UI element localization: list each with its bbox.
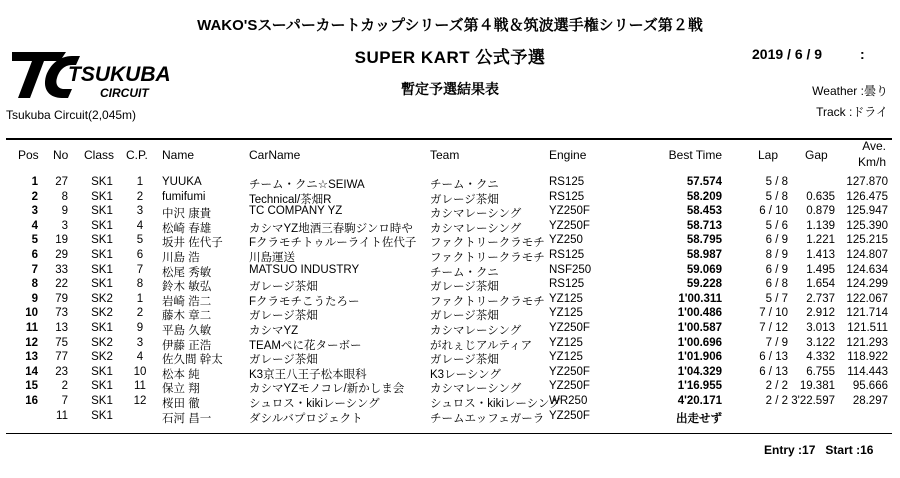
cell-cls: SK1 bbox=[91, 278, 113, 291]
cell-lap: 5 / 6 bbox=[765, 219, 788, 232]
cell-cp: 1 bbox=[136, 176, 144, 188]
cell-pos: 11 bbox=[25, 321, 38, 334]
cell-name: 松本 純 bbox=[162, 368, 200, 381]
cell-cp: 12 bbox=[133, 394, 147, 407]
cell-gap: 2.737 bbox=[806, 292, 835, 305]
track-label: Track : bbox=[816, 105, 853, 119]
cell-no: 73 bbox=[55, 307, 68, 320]
cell-cp: 4 bbox=[136, 219, 144, 232]
cell-cp: 3 bbox=[136, 205, 144, 218]
cell-best: 1'00.486 bbox=[677, 307, 722, 320]
cell-engine: YZ125 bbox=[549, 292, 583, 305]
table-row bbox=[0, 249, 900, 264]
results-table-body bbox=[0, 176, 900, 424]
cell-car: ダシルバプロジェクト bbox=[249, 412, 363, 425]
col-engine: Engine bbox=[549, 148, 587, 162]
cell-lap: 5 / 8 bbox=[765, 190, 788, 203]
cell-car: カシマYZ地酒三春駒ジンロ時や bbox=[249, 222, 413, 235]
cell-team: チーム・クニ bbox=[430, 179, 499, 191]
cell-car: Fクラモチこうたろー bbox=[249, 295, 360, 308]
cell-team: シュロス・kikiレーシング bbox=[430, 397, 561, 410]
cell-ave: 124.299 bbox=[846, 278, 888, 291]
cell-lap: 2 / 2 bbox=[765, 394, 788, 407]
cell-best: 1'01.906 bbox=[677, 351, 722, 364]
track-value: ドライ bbox=[852, 105, 888, 119]
cell-pos: 2 bbox=[31, 190, 38, 203]
cell-name: 桜田 徹 bbox=[162, 397, 200, 410]
cell-best: 1'00.696 bbox=[677, 336, 722, 349]
cell-team: ファクトリークラモチ bbox=[430, 237, 545, 250]
table-row bbox=[0, 205, 900, 220]
cell-no: 79 bbox=[55, 292, 68, 305]
cell-cp: 3 bbox=[136, 336, 144, 349]
cell-team: カシマレーシング bbox=[430, 222, 522, 235]
cell-ave: 124.634 bbox=[846, 263, 888, 276]
cell-car: K3京王八王子松本眼科 bbox=[249, 368, 367, 381]
cell-ave: 122.067 bbox=[846, 292, 888, 305]
cell-team: カシマレーシング bbox=[430, 208, 522, 221]
cell-cls: SK2 bbox=[91, 307, 113, 320]
cell-gap: 3'22.597 bbox=[791, 394, 835, 407]
cell-gap: 3.122 bbox=[806, 336, 835, 349]
cell-no: 11 bbox=[56, 409, 68, 422]
cell-name: 岩崎 浩二 bbox=[162, 295, 212, 308]
cell-no: 27 bbox=[55, 176, 68, 188]
cell-ave: 121.511 bbox=[847, 321, 888, 334]
cell-engine: YZ250F bbox=[549, 380, 590, 393]
cell-car: カシマYZモノコレ/新かしま会 bbox=[249, 383, 405, 396]
table-row bbox=[0, 322, 900, 337]
cell-lap: 6 / 13 bbox=[759, 365, 788, 378]
cell-engine: YZ250F bbox=[549, 365, 590, 378]
cell-pos: 6 bbox=[31, 248, 38, 261]
weather-value: 曇り bbox=[863, 84, 888, 98]
logo-text: TSUKUBA bbox=[68, 63, 171, 86]
cell-pos: 12 bbox=[25, 336, 38, 349]
cell-gap: 0.635 bbox=[806, 190, 835, 203]
cell-car: Fクラモチトゥルーライト佐代子 bbox=[249, 237, 417, 250]
cell-ave: 121.293 bbox=[846, 336, 888, 349]
table-row bbox=[0, 366, 900, 381]
cell-pos: 5 bbox=[31, 234, 38, 247]
cell-gap: 1.495 bbox=[806, 263, 835, 276]
cell-cp: 5 bbox=[136, 234, 144, 247]
tc-logo-icon bbox=[10, 46, 210, 102]
entry-label: Entry : bbox=[764, 443, 803, 457]
cell-cls: SK1 bbox=[91, 190, 113, 203]
cell-name: 松崎 春雄 bbox=[162, 222, 212, 235]
cell-pos: 10 bbox=[25, 307, 38, 320]
cell-cls: SK1 bbox=[91, 205, 113, 218]
col-class: Class bbox=[84, 148, 115, 162]
cell-best: 58.713 bbox=[686, 219, 722, 232]
cell-name: 保立 翔 bbox=[162, 383, 200, 396]
table-row bbox=[0, 410, 900, 425]
cell-team: チームエッフェガーラ bbox=[430, 412, 545, 425]
cell-no: 77 bbox=[55, 351, 68, 364]
cell-name: fumifumi bbox=[162, 190, 206, 203]
circuit-name: Tsukuba Circuit(2,045m) bbox=[6, 108, 137, 122]
cell-cp: 8 bbox=[136, 278, 144, 291]
cell-lap: 7 / 12 bbox=[759, 321, 788, 334]
cell-team: ファクトリークラモチ bbox=[430, 251, 545, 264]
cell-engine: YZ250 bbox=[549, 234, 583, 247]
cell-best: 58.209 bbox=[686, 190, 722, 203]
cell-cp: 1 bbox=[136, 292, 144, 305]
cell-cls: SK1 bbox=[91, 219, 113, 232]
cell-team: カシマレーシング bbox=[430, 324, 522, 337]
col-ave-unit: Km/h bbox=[857, 155, 886, 169]
cell-lap: 5 / 8 bbox=[765, 176, 788, 188]
start-label: Start : bbox=[825, 443, 861, 457]
cell-car: ガレージ茶畑 bbox=[249, 310, 318, 323]
entry-count: 17 bbox=[802, 443, 816, 457]
cell-cls: SK1 bbox=[91, 380, 113, 393]
cell-cp: 7 bbox=[136, 263, 144, 276]
cell-cp: 4 bbox=[136, 351, 144, 364]
cell-gap: 1.221 bbox=[806, 234, 835, 247]
cell-ave: 126.475 bbox=[846, 190, 888, 203]
cell-best: 59.069 bbox=[686, 263, 722, 276]
cell-lap: 6 / 10 bbox=[759, 205, 788, 218]
cell-name: YUUKA bbox=[162, 176, 202, 188]
cell-name: 石河 昌一 bbox=[162, 412, 212, 425]
table-row bbox=[0, 307, 900, 322]
header-rule bbox=[6, 138, 892, 140]
cell-no: 8 bbox=[61, 190, 68, 203]
cell-ave: 127.870 bbox=[846, 176, 888, 188]
col-team: Team bbox=[430, 148, 460, 162]
cell-cls: SK1 bbox=[91, 248, 113, 261]
cell-pos: 9 bbox=[31, 292, 38, 305]
col-car: CarName bbox=[249, 148, 301, 162]
cell-lap: 8 / 9 bbox=[765, 248, 788, 261]
cell-car: チーム・クニ☆SEIWA bbox=[249, 179, 365, 191]
table-row bbox=[0, 380, 900, 395]
weather-label: Weather : bbox=[812, 84, 864, 98]
cell-engine: YZ250F bbox=[549, 219, 590, 232]
session-time: : bbox=[860, 46, 865, 62]
col-pos: Pos bbox=[18, 148, 39, 162]
cell-name: 伊藤 正浩 bbox=[162, 339, 212, 352]
cell-cp: 9 bbox=[136, 321, 144, 334]
cell-ave: 125.947 bbox=[846, 205, 888, 218]
cell-car: ガレージ茶畑 bbox=[249, 281, 318, 294]
cell-engine: RS125 bbox=[549, 190, 585, 203]
col-best-time: Best Time bbox=[668, 148, 722, 162]
col-lap: Lap bbox=[758, 148, 779, 162]
cell-pos: 1 bbox=[31, 176, 38, 188]
cell-lap: 7 / 10 bbox=[759, 307, 788, 320]
cell-cls: SK1 bbox=[91, 176, 113, 188]
cell-pos: 4 bbox=[31, 219, 38, 232]
cell-no: 13 bbox=[55, 321, 68, 334]
cell-lap: 5 / 7 bbox=[765, 292, 788, 305]
cell-engine: RS125 bbox=[549, 248, 585, 261]
track-row bbox=[816, 103, 888, 120]
cell-cls: SK1 bbox=[91, 394, 113, 407]
cell-name: 平島 久敏 bbox=[162, 324, 212, 337]
cell-ave: 125.215 bbox=[846, 234, 888, 247]
cell-engine: RS125 bbox=[549, 176, 585, 188]
cell-lap: 7 / 9 bbox=[765, 336, 788, 349]
cell-best: 58.795 bbox=[686, 234, 722, 247]
table-row bbox=[0, 264, 900, 279]
logo-subtext: CIRCUIT bbox=[100, 86, 149, 100]
cell-engine: RS125 bbox=[549, 278, 585, 291]
cell-pos: 3 bbox=[31, 205, 38, 218]
cell-cp: 6 bbox=[136, 248, 144, 261]
table-row bbox=[0, 278, 900, 293]
cell-best: 59.228 bbox=[686, 278, 722, 291]
cell-gap: 3.013 bbox=[806, 321, 835, 334]
cell-ave: 125.390 bbox=[846, 219, 888, 232]
cell-no: 22 bbox=[55, 278, 68, 291]
cell-ave: 118.922 bbox=[847, 351, 888, 364]
cell-no: 33 bbox=[55, 263, 68, 276]
cell-lap: 6 / 13 bbox=[759, 351, 788, 364]
cell-car: 川島運送 bbox=[249, 251, 295, 264]
cell-ave: 124.807 bbox=[846, 248, 888, 261]
cell-no: 7 bbox=[61, 394, 68, 407]
table-row bbox=[0, 351, 900, 366]
col-ave: Ave. bbox=[862, 139, 886, 153]
cell-team: ガレージ茶畑 bbox=[430, 310, 499, 323]
cell-no: 75 bbox=[55, 336, 68, 349]
cell-pos: 16 bbox=[25, 394, 38, 407]
cell-ave: 95.666 bbox=[852, 380, 888, 393]
cell-car: TEAMぺに花ターボー bbox=[249, 339, 362, 352]
entry-start-summary bbox=[764, 443, 873, 457]
cell-cls: SK1 bbox=[91, 321, 113, 334]
cell-cp: 2 bbox=[136, 307, 144, 320]
tsukuba-circuit-logo bbox=[10, 46, 210, 107]
cell-best: 58.987 bbox=[686, 248, 722, 261]
cell-no: 9 bbox=[61, 205, 68, 218]
col-name: Name bbox=[162, 148, 195, 162]
cell-team: K3レーシング bbox=[430, 368, 501, 381]
cell-name: 中沢 康貴 bbox=[162, 208, 212, 221]
result-type: 暫定予選結果表 bbox=[401, 81, 499, 97]
cell-gap: 4.332 bbox=[806, 351, 835, 364]
cell-best: 4'20.171 bbox=[677, 394, 722, 407]
cell-car: Technical/茶畑R bbox=[249, 193, 332, 206]
cell-lap: 2 / 2 bbox=[765, 380, 788, 393]
cell-name: 藤木 章二 bbox=[162, 310, 212, 323]
cell-engine: YZ250F bbox=[549, 321, 590, 334]
footer-rule bbox=[6, 433, 892, 434]
cell-gap: 6.755 bbox=[806, 365, 835, 378]
cell-name: 佐久間 幹太 bbox=[162, 354, 223, 367]
cell-car: ガレージ茶畑 bbox=[249, 354, 318, 367]
cell-pos: 15 bbox=[25, 380, 38, 393]
cell-team: チーム・クニ bbox=[430, 266, 499, 279]
cell-best: 1'16.955 bbox=[677, 380, 722, 393]
cell-best: 1'00.311 bbox=[678, 292, 722, 305]
cell-no: 23 bbox=[55, 365, 68, 378]
cell-gap: 2.912 bbox=[806, 307, 835, 320]
cell-team: ガレージ茶畑 bbox=[430, 281, 499, 294]
cell-team: カシマレーシング bbox=[430, 383, 522, 396]
cell-lap: 6 / 9 bbox=[765, 263, 788, 276]
cell-name: 松尾 秀敏 bbox=[162, 266, 212, 279]
cell-ave: 114.443 bbox=[847, 365, 888, 378]
cell-name: 鈴木 敏弘 bbox=[162, 281, 212, 294]
cell-cls: SK1 bbox=[91, 234, 113, 247]
cell-best: 57.574 bbox=[686, 176, 722, 188]
weather-row bbox=[812, 82, 888, 99]
cell-ave: 121.714 bbox=[846, 307, 888, 320]
cell-cp: 10 bbox=[133, 365, 147, 378]
cell-gap: 1.654 bbox=[806, 278, 835, 291]
cell-ave: 28.297 bbox=[852, 394, 888, 407]
cell-best: 出走せず bbox=[676, 412, 722, 425]
col-no: No bbox=[53, 148, 69, 162]
table-row bbox=[0, 176, 900, 191]
table-row bbox=[0, 293, 900, 308]
table-row bbox=[0, 220, 900, 235]
start-count: 16 bbox=[860, 443, 874, 457]
cell-engine: WR250 bbox=[549, 394, 588, 407]
cell-cls: SK1 bbox=[91, 409, 113, 422]
cell-best: 1'04.329 bbox=[677, 365, 722, 378]
cell-no: 19 bbox=[55, 234, 68, 247]
cell-pos: 8 bbox=[31, 278, 38, 291]
table-row bbox=[0, 337, 900, 352]
cell-cp: 2 bbox=[136, 190, 144, 203]
cell-lap: 6 / 9 bbox=[765, 234, 788, 247]
cell-gap: 1.139 bbox=[806, 219, 835, 232]
cell-best: 58.453 bbox=[686, 205, 722, 218]
cell-gap: 1.413 bbox=[806, 248, 835, 261]
cell-pos: 14 bbox=[25, 365, 38, 378]
cell-cls: SK2 bbox=[91, 336, 113, 349]
event-title: WAKO'Sスーパーカートカップシリーズ第４戦＆筑波選手権シリーズ第２戦 bbox=[197, 17, 703, 34]
cell-gap: 0.879 bbox=[806, 205, 835, 218]
cell-gap: 19.381 bbox=[799, 380, 835, 393]
cell-lap: 6 / 8 bbox=[765, 278, 788, 291]
cell-engine: YZ250F bbox=[549, 205, 590, 218]
cell-cp: 11 bbox=[134, 380, 146, 393]
cell-team: がれぇじアルティア bbox=[430, 339, 533, 352]
col-cp: C.P. bbox=[126, 148, 148, 162]
cell-team: ファクトリークラモチ bbox=[430, 295, 545, 308]
cell-car: シュロス・kikiレーシング bbox=[249, 397, 380, 410]
cell-cls: SK1 bbox=[91, 263, 113, 276]
cell-no: 2 bbox=[61, 380, 68, 393]
cell-car: カシマYZ bbox=[249, 324, 299, 337]
cell-name: 川島 浩 bbox=[162, 251, 200, 264]
cell-engine: YZ250F bbox=[549, 409, 590, 422]
table-row bbox=[0, 191, 900, 206]
cell-cls: SK1 bbox=[91, 365, 113, 378]
cell-no: 3 bbox=[61, 219, 68, 232]
cell-car: MATSUO INDUSTRY bbox=[249, 263, 360, 276]
cell-engine: NSF250 bbox=[549, 263, 592, 276]
cell-no: 29 bbox=[55, 248, 68, 261]
cell-car: TC COMPANY YZ bbox=[249, 205, 343, 218]
session-title: SUPER KART 公式予選 bbox=[354, 48, 546, 67]
cell-engine: YZ125 bbox=[549, 351, 583, 364]
cell-engine: YZ125 bbox=[549, 307, 583, 320]
cell-team: ガレージ茶畑 bbox=[430, 193, 499, 206]
table-row bbox=[0, 395, 900, 410]
cell-cls: SK2 bbox=[91, 292, 113, 305]
cell-name: 坂井 佐代子 bbox=[162, 237, 223, 250]
cell-best: 1'00.587 bbox=[677, 321, 722, 334]
cell-pos: 13 bbox=[25, 351, 38, 364]
table-row bbox=[0, 234, 900, 249]
col-gap: Gap bbox=[805, 148, 828, 162]
cell-cls: SK2 bbox=[91, 351, 113, 364]
cell-team: ガレージ茶畑 bbox=[430, 354, 499, 367]
session-date: 2019 / 6 / 9 bbox=[752, 46, 823, 62]
cell-engine: YZ125 bbox=[549, 336, 583, 349]
cell-pos: 7 bbox=[31, 263, 38, 276]
